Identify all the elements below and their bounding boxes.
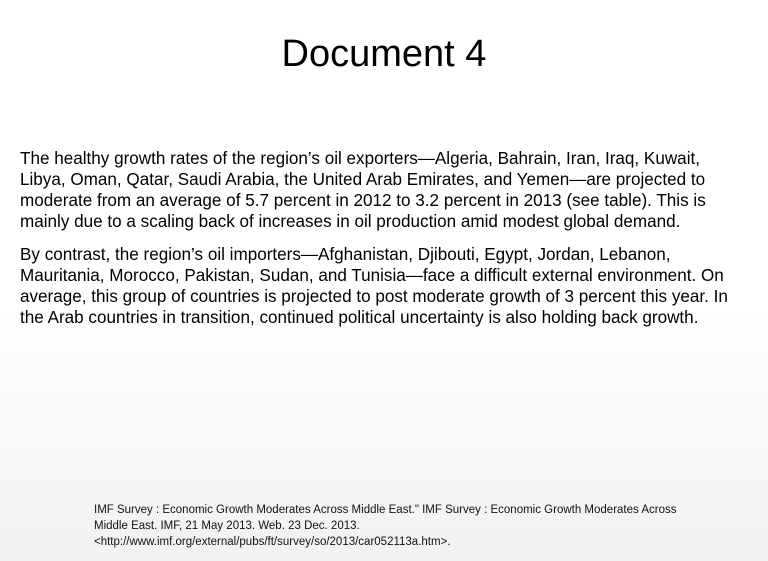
slide-title: Document 4 (281, 33, 487, 75)
paragraph-oil-importers: By contrast, the region’s oil importers—Afghanistan, Djibouti, Egypt, Jordan, Lebanon, Mauritania, Morocco, Pakistan, Sudan, and Tunisia—face a difficult external environment. On average, this group of countries is projected to post moderate growth of 3 percent this year. In the Arab countries in transition, continued political uncertainty is also holding back growth. (20, 245, 728, 327)
slide-body (20, 148, 748, 340)
source-citation: IMF Survey : Economic Growth Moderates Across Middle East." IMF Survey : Economic Growth Moderates Across Middle East. IMF, 21 May 2013. Web. 23 Dec. 2013. <http://www.imf.org/external/pubs/ft/survey/so/2013/car052113a.htm>. (94, 504, 677, 548)
paragraph-oil-exporters: The healthy growth rates of the region’s oil exporters—Algeria, Bahrain, Iran, Iraq, Kuwait, Libya, Oman, Qatar, Saudi Arabia, the United Arab Emirates, and Yemen—are projected to moderate from an average of 5.7 percent in 2012 to 3.2 percent in 2013 (see table). This is mainly due to a scaling back of increases in oil production amid modest global demand. (20, 149, 706, 231)
